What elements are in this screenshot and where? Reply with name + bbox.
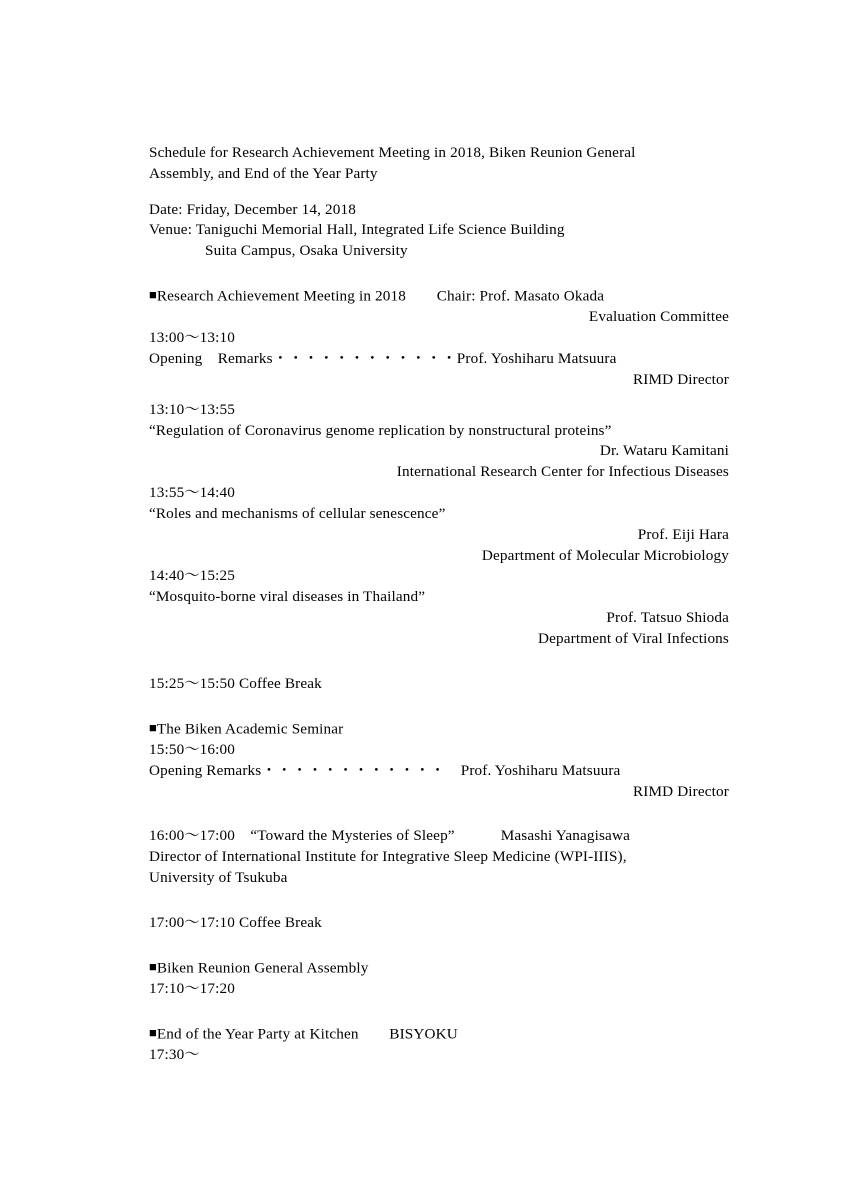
item-title: Opening Remarks・・・・・・・・・・・・Prof. Yoshiharu Matsuura [149,350,617,368]
square-bullet-icon: ■ [149,719,157,735]
section-heading-text: Biken Reunion General Assembly [156,959,369,977]
venue-line-1: Venue: Taniguchi Memorial Hall, Integrated Life Science Building [149,221,565,239]
date-line: Date: Friday, December 14, 2018 [149,200,356,218]
item-time: 13:10～13:55 [149,400,236,418]
spacer [149,277,729,286]
spacer [149,262,729,277]
spacer [149,802,729,817]
item-time: 14:40～15:25 [149,567,236,585]
spacer [149,650,729,665]
item-time: 13:55～14:40 [149,484,236,502]
item-title: “Mosquito-borne viral diseases in Thailand” [149,588,426,606]
spacer [149,904,729,913]
party-time: 17:30～ [149,1046,200,1064]
spacer [149,665,729,674]
section-heading-research-meeting-sub: Evaluation Committee [588,308,729,326]
lecture-line-2: Director of International Institute for Integrative Sleep Medicine (WPI-IIIS), [149,848,627,866]
spacer [149,1015,729,1024]
spacer [149,185,729,200]
lecture-line-1: 16:00～17:00 “Toward the Mysteries of Sleep” Masashi Yanagisawa [149,827,630,845]
square-bullet-icon: ■ [149,958,157,974]
spacer [149,934,729,949]
item-title: Opening Remarks・・・・・・・・・・・・ Prof. Yoshiharu Matsuura [149,761,621,779]
square-bullet-icon: ■ [149,287,157,303]
item-speaker: Prof. Eiji Hara [637,525,729,543]
spacer [149,391,729,400]
section-heading-research-meeting [149,286,729,307]
spacer [149,1000,729,1015]
item-time: 13:00～13:10 [149,329,236,347]
item-title: “Roles and mechanisms of cellular senescence” [149,504,446,522]
document-body [149,143,729,1066]
item-speaker: Dr. Wataru Kamitani [599,442,729,460]
square-bullet-icon: ■ [149,1024,157,1040]
item-speaker: Prof. Tatsuo Shioda [606,609,729,627]
item-title: “Regulation of Coronavirus genome replication by nonstructural proteins” [149,421,612,439]
lecture-line-3: University of Tsukuba [149,869,288,887]
coffee-break-2: 17:00～17:10 Coffee Break [149,913,322,931]
spacer [149,949,729,958]
spacer [149,889,729,904]
item-affiliation: RIMD Director [632,782,729,800]
section-heading-general-assembly [149,958,729,979]
section-heading-text: The Biken Academic Seminar [156,720,344,738]
section-heading-party [149,1024,729,1045]
item-affiliation: RIMD Director [632,370,729,388]
item-time: 15:50～16:00 [149,740,236,758]
section-heading-academic-seminar [149,719,729,740]
spacer [149,695,729,710]
coffee-break-1: 15:25～15:50 Coffee Break [149,674,322,692]
spacer [149,817,729,826]
general-assembly-time: 17:10～17:20 [149,980,236,997]
item-affiliation: Department of Viral Infections [538,629,729,647]
document-title-line-1: Schedule for Research Achievement Meeting in 2018, Biken Reunion General [149,144,636,161]
item-affiliation: Department of Molecular Microbiology [481,546,729,564]
venue-line-2: Suita Campus, Osaka University [205,242,408,260]
item-affiliation: International Research Center for Infectious Diseases [396,463,729,481]
spacer [149,710,729,719]
section-heading-text: End of the Year Party at Kitchen BISYOKU [156,1025,458,1043]
document-title-line-2: Assembly, and End of the Year Party [149,164,378,182]
section-heading-text: Research Achievement Meeting in 2018 Chair: Prof. Masato Okada [156,287,605,305]
